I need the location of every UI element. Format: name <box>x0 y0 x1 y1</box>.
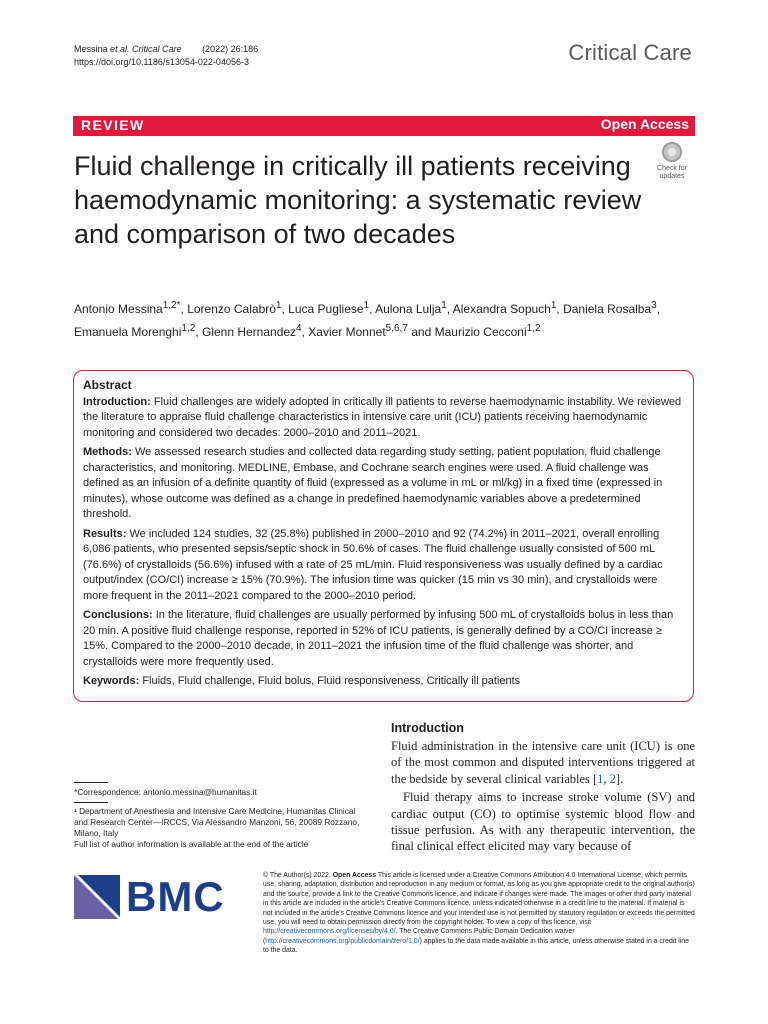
check-updates-icon <box>662 142 682 162</box>
reference-link[interactable]: 2 <box>609 771 616 786</box>
introduction-heading: Introduction <box>391 721 464 735</box>
author: Alexandra Sopuch$^1$, <box>452 300 564 316</box>
footnote-divider <box>74 782 108 783</box>
check-updates-text: Check for updates <box>657 165 687 180</box>
citation-journal: et al. Critical Care <box>110 44 182 54</box>
license-link[interactable]: http://creativecommons.org/licenses/by/4.0/ <box>263 928 396 936</box>
check-for-updates-badge[interactable] <box>651 141 693 183</box>
author: Xavier Monnet$^{5,6,7}$ and <box>308 323 435 339</box>
author: Maurizio Cecconi$^{1,2}$ <box>434 323 541 339</box>
open-access-label: Open Access <box>600 116 689 132</box>
reference-link[interactable]: 1 <box>597 771 604 786</box>
correspondence-note: *Correspondence: antonio.messina@humanitas.it <box>74 787 257 797</box>
author: Luca Pugliese$^1$, <box>288 300 376 316</box>
citation-block <box>74 43 258 69</box>
author: Daniela Rosalba$^3$, <box>563 300 661 316</box>
footnote-divider <box>74 802 108 803</box>
bmc-logo-text: BMC <box>126 873 225 920</box>
author-info-note: Full list of author information is available at the end of the article <box>74 839 309 849</box>
article-type-banner <box>73 116 695 136</box>
abstract-keywords: Keywords: Fluids, Fluid challenge, Fluid bolus, Fluid responsiveness, Critically ill patients <box>83 675 521 687</box>
author-list <box>74 296 694 342</box>
introduction-body <box>391 738 695 857</box>
article-title: Fluid challenge in critically ill patients receiving haemodynamic monitoring: a systematic review and comparison of two decades <box>74 151 642 249</box>
abstract-results: Results: We included 124 studies, 32 (25.8%) published in 2000–2010 and 92 (74.2%) in 2011–2021, overall enrolling 6,086 patients, who presented sepsis/septic shock in 50.6% of cases. The fluid challenge usually consisted of 500 mL (76.6%) of crystalloids (56.6%) infused with a rate of 25 mL/min. Fluid responsiveness was usually defined by a cardiac output/index (CO/CI) increase ≥ 15% (70.9%). The infusion time was quicker (15 min vs 30 min), and crystalloids were more frequent in the 2011–2021 compared to the 2000–2010 period. <box>83 527 663 602</box>
license-text: © The Author(s) 2022. Open Access This article is licensed under a Creative Commons Attribution 4.0 International License, which permits use, sharing, adaptation, distribution and reproduction in any medium or format, as long as you give appropriate credit to the original author(s) and the source, provide a link to the Creative Commons licence, and indicate if changes were made. The images or other third party material in this article are included in the article's Creative Commons licence, unless indicated otherwise in a credit line to the material. If material is not included in the article's Creative Commons licence and your intended use is not permitted by statutory regulation or exceeds the permitted use, you will need to obtain permission directly from the copyright holder. To view a copy of this licence, visit http://creativecommons.org/licenses/by/4.0/. The Creative Commons Public Domain Dedication waiver (http://creativecommons.org/publicdomain/zero/1.0/) applies to the data made available in this article, unless otherwise stated in a credit line to the data. <box>263 872 695 955</box>
open-access-bold: Open Access <box>332 872 377 879</box>
public-domain-link[interactable]: http://creativecommons.org/publicdomain/zero/1.0/ <box>265 937 420 945</box>
citation-line <box>74 43 258 56</box>
introduction-paragraph: Fluid therapy aims to increase stroke volume (SV) and cardiac output (CO) to optimise systemic blood flow and tissue perfusion. As with any therapeutic intervention, the final clinical effect elicited may vary because of <box>391 790 695 854</box>
article-type-label: REVIEW <box>81 117 145 133</box>
abstract-box <box>73 370 694 702</box>
author: Lorenzo Calabrò$^1$, <box>187 300 289 316</box>
bmc-logo-icon <box>74 875 122 919</box>
author: Emanuela Morenghi$^{1,2}$, <box>74 323 202 339</box>
author: Aulona Lulja$^1$, <box>375 300 453 316</box>
journal-name: Critical Care <box>568 40 692 65</box>
abstract-methods: Methods: We assessed research studies and collected data regarding study setting, patient population, fluid challenge characteristics, and monitoring. MEDLINE, Embase, and Cochrane search engines were used. A fluid challenge was defined as an infusion of a definite quantity of fluid (expressed as a volume in mL or ml/kg) in a fixed time (expressed in minutes), whose outcome was defined as a change in predefined haemodynamic variables above a predetermined threshold. <box>83 446 663 520</box>
abstract-heading: Abstract <box>83 378 132 392</box>
author: Antonio Messina$^{1,2*}$, <box>74 300 188 316</box>
introduction-paragraph: Fluid administration in the intensive care unit (ICU) is one of the most common and disputed interventions triggered at the bedside by several clinical variables [1, 2]. <box>391 739 695 786</box>
author: Glenn Hernandez$^4$, <box>201 323 309 339</box>
citation-authors: Messina <box>74 44 111 54</box>
bmc-logo <box>74 873 225 920</box>
doi-link[interactable]: https://doi.org/10.1186/s13054-022-04056-3 <box>74 57 249 67</box>
affiliation-note: ¹ Department of Anesthesia and Intensive Care Medicine, Humanitas Clinical and Research Center—IRCCS, Via Alessandro Manzoni, 56, 20089 Rozzano, Milano, Italy Full list of author information is available at the end of the article <box>74 806 364 850</box>
citation-year: (2022) 26:186 <box>202 44 259 54</box>
abstract-introduction: Introduction: Fluid challenges are widely adopted in critically ill patients to reverse haemodynamic instability. We reviewed the literature to appraise fluid challenge characteristics in intensive care unit (ICU) patients receiving haemodynamic monitoring and considered two decades: 2000–2010 and 2011–2021. <box>83 395 682 439</box>
abstract-conclusions: Conclusions: In the literature, fluid challenges are usually performed by infusing 500 mL of crystalloids bolus in less than 20 min. A positive fluid challenge response, reported in 52% of ICU patients, is generally defined by a CO/CI increase ≥ 15%. Compared to the 2000–2010 decade, in 2011–2021 the infusion time of the fluid challenge was shorter, and crystalloids were more frequently used. <box>83 609 674 668</box>
